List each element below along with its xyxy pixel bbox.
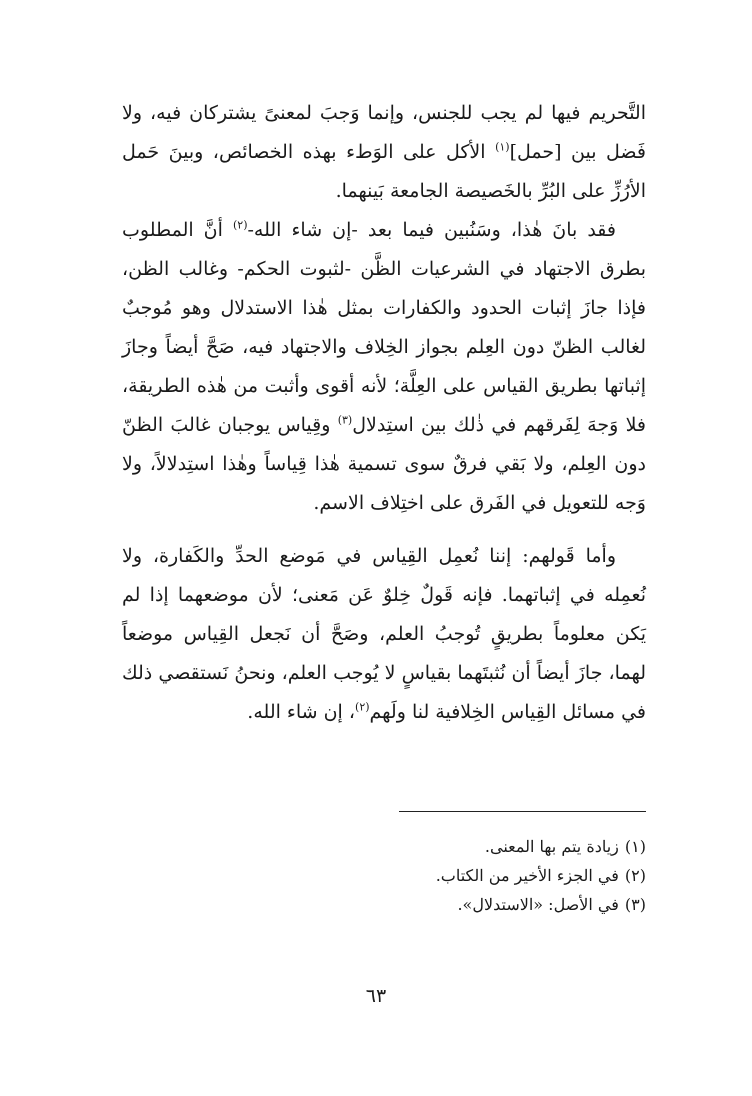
footnote-text: في الجزء الأخير من الكتاب. — [435, 866, 619, 885]
paragraph-1 — [122, 94, 646, 211]
footnotes — [300, 832, 646, 919]
paragraph-3 — [122, 537, 646, 732]
paragraph-text: فقد بانَ هٰذا، وسَنُبين فيما بعد -إن شاء الله- — [247, 219, 616, 241]
footnote-marker: (١) — [495, 140, 510, 154]
footnote-2 — [300, 861, 646, 890]
footnote-divider — [399, 811, 646, 812]
footnote-1 — [300, 832, 646, 861]
footnote-marker: (٢) — [355, 700, 370, 714]
footnote-marker: (٣) — [337, 413, 353, 427]
footnote-number: (٣) — [624, 895, 646, 914]
footnote-marker: (٢) — [232, 218, 248, 232]
paragraph-text: ، إن شاء الله. — [247, 701, 356, 723]
page-number: ٦٣ — [365, 985, 387, 1007]
footnote-number: (٢) — [624, 866, 646, 885]
footnote-number: (١) — [624, 837, 646, 856]
paragraph-text: وقِياس يوجبان غالبَ الظنّ دون العِلم، ولا بَقي فرقٌ سوى تسمية هٰذا قِياساً وهٰذا استِدلالاً، ولا وَجه للتعويل في الفَرق على اختِلاف الاسم. — [122, 414, 646, 514]
footnote-3 — [300, 890, 646, 919]
footnote-text: في الأصل: «الاستدلال». — [457, 895, 619, 914]
paragraph-text: الأكل على الوَطء بهذه الخصائص، وبينَ حَمل الأرُزِّ على البُرِّ بالخَصيصة الجامعة بَينهما. — [122, 141, 646, 202]
paragraph-text: أنَّ المطلوب بطرق الاجتهاد في الشرعيات الظَّن -لثبوت الحكم- وغالب الظن، فإذا جازَ إثبات الحدود والكفارات بمثل هٰذا الاستدلال وهو مُوجبٌ لغالب الظنّ دون العِلم بجواز الخِلاف والاجتهاد فيه، صَحَّ أيضاً وجازَ إثباتها بطريق القياس على العِلَّة؛ لأنه أقوى وأثبت من هٰذه الطريقة، فلا وَجهَ لِفَرقهم في ذٰلك بين استِدلال — [122, 219, 646, 436]
footnote-text: زيادة يتم بها المعنى. — [484, 837, 619, 856]
main-text — [122, 94, 646, 732]
paragraph-text: وأما قَولهم: إننا نُعمِل القِياس في مَوضع الحدِّ والكَفارة، ولا نُعمِله في إثباتهما. فإنه قَولٌ خِلوٌ عَن مَعنى؛ لأن موضعهما إذا لم يَكن معلوماً بطريقٍ تُوجبُ العلم، وصَحَّ أن نَجعل القِياس موضعاً لهما، جازَ أيضاً أن نُثبتَهما بقياسٍ لا يُوجب العلم، ونحنُ نَستقصي ذلك في مسائل القِياس الخِلافية لنا ولَهم — [122, 545, 646, 723]
paragraph-2 — [122, 211, 646, 523]
paragraph-text: التَّحريم فيها لم يجب للجنس، وإنما وَجبَ لمعنىً يشتركان فيه، ولا فَضل بين [حمل] — [122, 102, 646, 163]
